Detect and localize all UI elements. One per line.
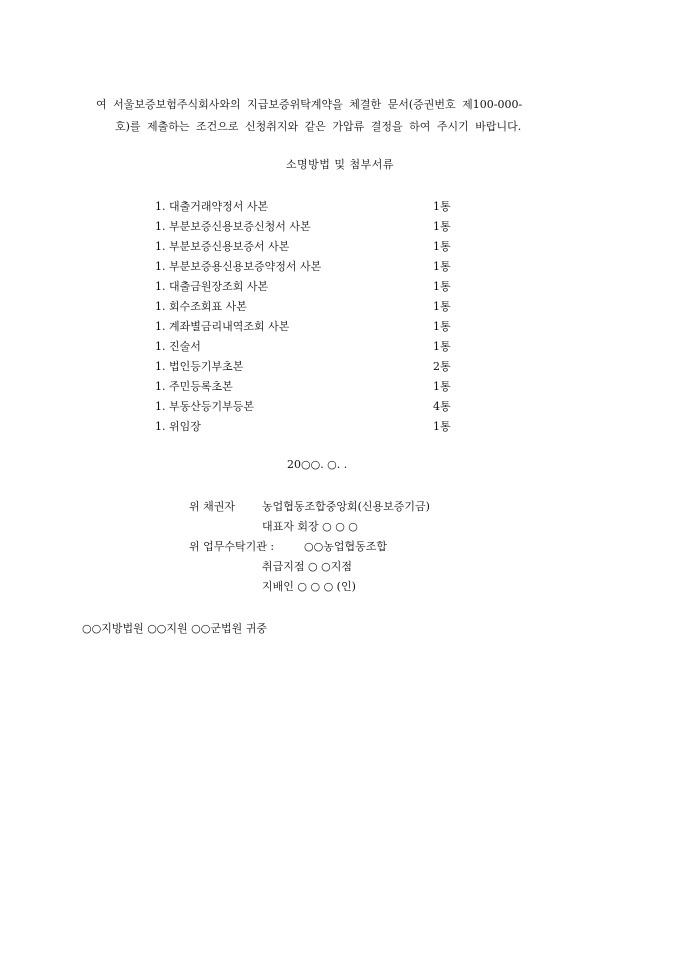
attachment-name: 1. 대출거래약정서 사본 bbox=[155, 200, 269, 213]
attachment-item bbox=[155, 398, 475, 414]
attachment-count: 1통 bbox=[433, 240, 451, 253]
attachment-name: 1. 주민등록초본 bbox=[155, 380, 233, 393]
attachment-item bbox=[155, 258, 475, 274]
attachment-count: 1통 bbox=[433, 320, 451, 333]
creditor-label: 위 채권자 bbox=[189, 500, 236, 513]
attachment-item bbox=[155, 358, 475, 374]
agent-name: ○○농업협동조합 bbox=[304, 540, 387, 553]
attachment-item bbox=[155, 198, 475, 214]
attachment-item bbox=[155, 338, 475, 354]
branch: 취급지점 ○ ○지점 bbox=[262, 560, 352, 573]
attachment-item bbox=[155, 378, 475, 394]
attachments-title: 소명방법 및 첨부서류 bbox=[285, 158, 395, 171]
attachment-item bbox=[155, 278, 475, 294]
attachment-item bbox=[155, 418, 475, 434]
agent-label: 위 업무수탁기관 : bbox=[189, 540, 275, 553]
attachment-item bbox=[155, 298, 475, 314]
attachment-count: 1통 bbox=[433, 380, 451, 393]
manager: 지배인 ○ ○ ○ (인) bbox=[262, 580, 356, 593]
attachment-name: 1. 진술서 bbox=[155, 340, 201, 353]
attachment-name: 1. 부분보증신용보증신청서 사본 bbox=[155, 220, 311, 233]
attachment-name: 1. 부분보증용신용보증약정서 사본 bbox=[155, 260, 322, 273]
document-date: 20○○. ○. . bbox=[287, 458, 348, 471]
attachment-name: 1. 회수조회표 사본 bbox=[155, 300, 247, 313]
attachment-count: 4통 bbox=[433, 400, 451, 413]
intro-line-1: 여 서울보증보험주식회사와의 지급보증위탁계약을 체결한 문서(증권번호 제100-000- bbox=[96, 98, 523, 111]
attachment-name: 1. 부동산등기부등본 bbox=[155, 400, 254, 413]
attachment-count: 1통 bbox=[433, 340, 451, 353]
creditor-name: 농업협동조합중앙회(신용보증기금) bbox=[262, 500, 430, 513]
court-addressee: ○○지방법원 ○○지원 ○○군법원 귀중 bbox=[82, 622, 267, 635]
attachment-name: 1. 대출금원장조회 사본 bbox=[155, 280, 269, 293]
intro-line-2: 호)를 제출하는 조건으로 신청취지와 같은 가압류 결정을 하여 주시기 바랍니다. bbox=[115, 120, 522, 133]
attachment-count: 1통 bbox=[433, 260, 451, 273]
attachment-count: 1통 bbox=[433, 280, 451, 293]
attachment-count: 1통 bbox=[433, 300, 451, 313]
attachment-count: 1통 bbox=[433, 420, 451, 433]
attachment-name: 1. 계좌별금리내역조회 사본 bbox=[155, 320, 290, 333]
attachment-item bbox=[155, 218, 475, 234]
representative: 대표자 회장 ○ ○ ○ bbox=[262, 520, 358, 533]
attachment-count: 2통 bbox=[433, 360, 451, 373]
attachment-name: 1. 위임장 bbox=[155, 420, 201, 433]
attachment-item bbox=[155, 238, 475, 254]
attachment-count: 1통 bbox=[433, 200, 451, 213]
attachment-name: 1. 법인등기부초본 bbox=[155, 360, 244, 373]
attachment-item bbox=[155, 318, 475, 334]
attachment-count: 1통 bbox=[433, 220, 451, 233]
attachment-name: 1. 부분보증신용보증서 사본 bbox=[155, 240, 290, 253]
